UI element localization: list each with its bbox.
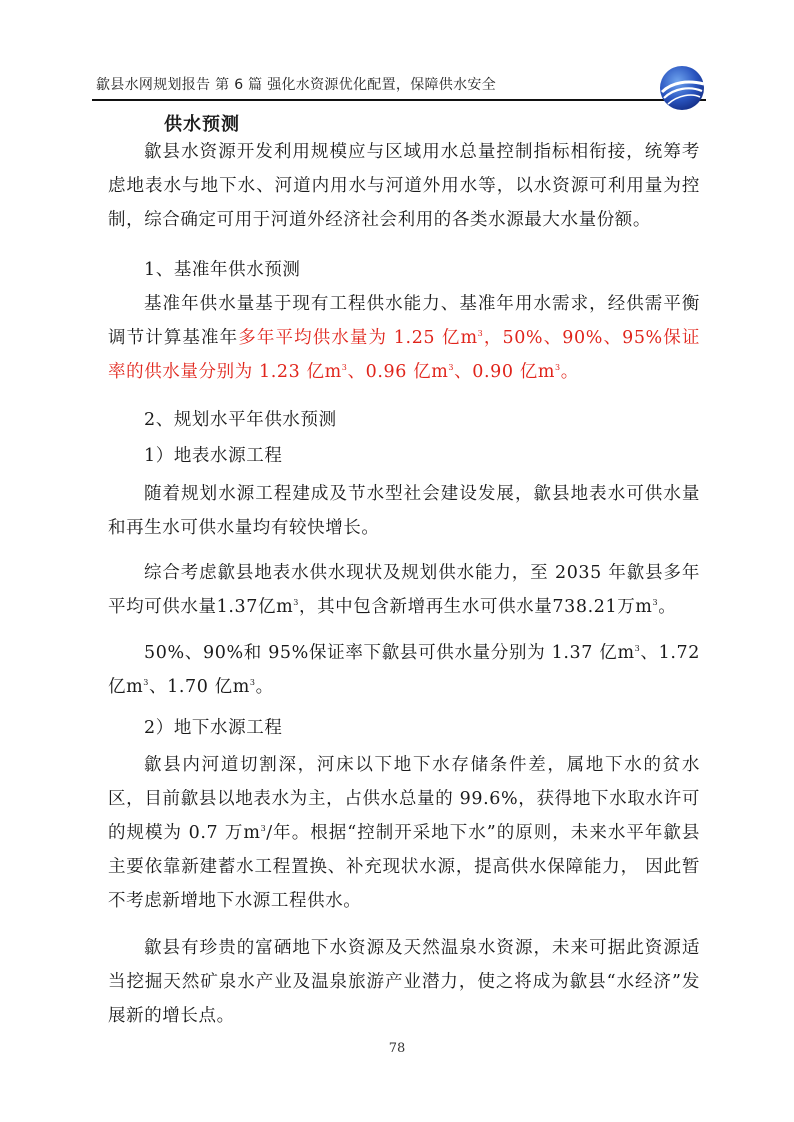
- page-number: 78: [388, 1041, 406, 1056]
- globe-swoosh-logo-icon: [658, 64, 706, 112]
- paragraph-groundwater: 歙县内河道切割深，河床以下地下水存储条件差，属地下水的贫水区，目前歙县以地表水为主，占供水总量的 99.6%，获得地下水取水许可的规模为 0.7 万$m^3/$年。根据“控制开采地下水”的原则，未来水平年歙县主要依靠新建蓄水工程置换、补充现状水源，提高供水保障能力， 因此暂不考虑新增地下水源工程供水。: [108, 755, 700, 911]
- heading-planning-year: 2、规划水平年供水预测: [144, 410, 337, 430]
- baseline-supply-text: 基准年供水量基于现有工程供水能力、基准年用水需求，经供需平衡调节计算基准年: [108, 294, 700, 348]
- baseline-supply-highlight: 多年平均供水量为 1.25 亿$m^3$，50%、90%、95%保证率的供水量分别为 1.23 亿$m^3$、0.96 亿$m^3$、0.90 亿$m^3$。: [108, 328, 700, 382]
- paragraph-surface-growth: 随着规划水源工程建成及节水型社会建设发展，歙县地表水可供水量和再生水可供水量均有较快增长。: [108, 484, 700, 538]
- paragraph-2035-supply: 综合考虑歙县地表水供水现状及规划供水能力，至 2035 年歙县多年平均可供水量1.37亿$m^3$，其中包含新增再生水可供水量738.21万$m^3$。: [108, 563, 700, 617]
- paragraph-selenium-water: 歙县有珍贵的富硒地下水资源及天然温泉水资源，未来可据此资源适当挖掘天然矿泉水产业及温泉旅游产业潜力，使之将成为歙县“水经济”发展新的增长点。: [108, 938, 700, 1026]
- heading-groundwater: 2）地下水源工程: [144, 718, 283, 738]
- section-title: 供水预测: [164, 114, 240, 135]
- heading-baseline-year: 1、基准年供水预测: [144, 260, 301, 280]
- running-header: 歙县水网规划报告 第 6 篇 强化水资源优化配置，保障供水安全: [96, 77, 497, 93]
- paragraph-intro: 歙县水资源开发利用规模应与区域用水总量控制指标相衔接，统筹考虑地表水与地下水、河道内用水与河道外用水等，以水资源可利用量为控制，综合确定可用于河道外经济社会利用的各类水源最大水量份额。: [108, 142, 700, 230]
- paragraph-baseline-supply: [108, 287, 700, 389]
- heading-surface-water: 1）地表水源工程: [144, 446, 283, 466]
- header-divider: [92, 99, 706, 101]
- paragraph-guarantee-rates: 50%、90%和 95%保证率下歙县可供水量分别为 1.37 亿$m^3$、1.72 亿$m^3$、1.70 亿$m^3$。: [108, 643, 700, 697]
